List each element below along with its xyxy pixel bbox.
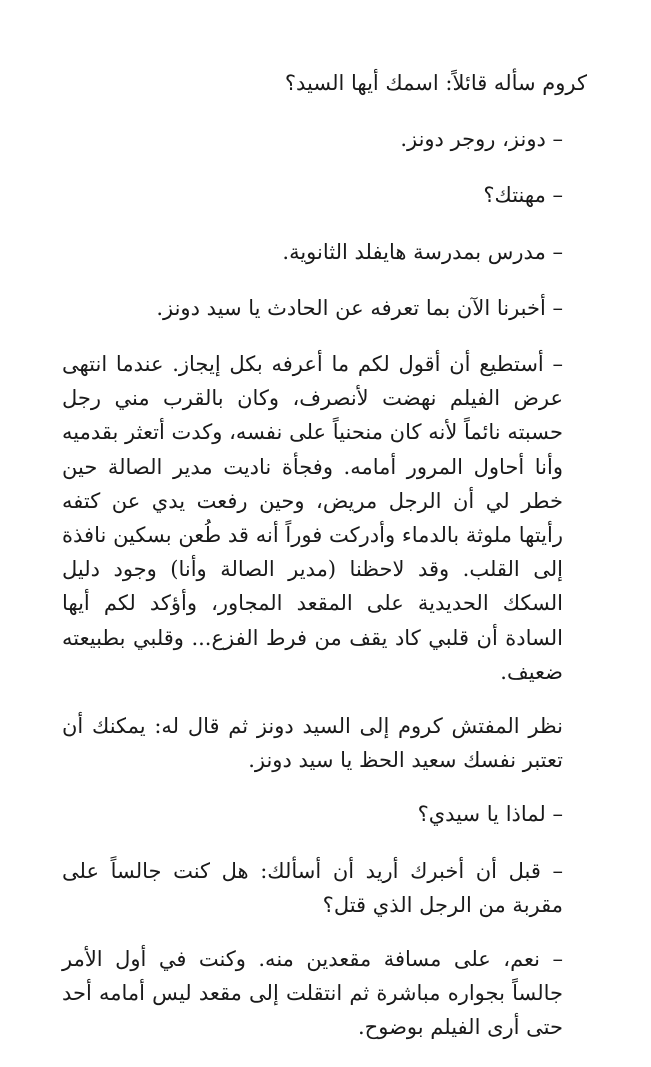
- paragraph: – أخبرنا الآن بما تعرفه عن الحادث يا سيد دونز.: [156, 295, 563, 320]
- paragraph: – لماذا يا سيدي؟: [417, 802, 563, 827]
- book-page: [62, 66, 587, 1067]
- paragraph: كروم سأله قائلاً: اسمك أيها السيد؟: [284, 71, 587, 95]
- paragraph: نظر المفتش كروم إلى السيد دونز ثم قال له: يمكنك أن تعتبر نفسك سعيد الحظ يا سيد دونز.: [62, 714, 563, 773]
- paragraph: – مدرس بمدرسة هايفلد الثانوية.: [282, 239, 563, 264]
- paragraph: – أستطيع أن أقول لكم ما أعرفه بكل إيجاز. عندما انتهى عرض الفيلم نهضت لأنصرف، وكان بالقرب مني رجل حسبته نائماً لأنه كان منحنياً على نفسه، وكدت أتعثر بقدميه وأنا أحاول المرور أمامه. وفجأة ناديت مدير الصالة حين خطر لي أن الرجل مريض، وحين رفعت يدي عن كتفه رأيتها ملوثة بالدماء وأدركت فوراً أنه قد طُعن بسكين نافذة إلى القلب. وقد لاحظنا (مدير الصالة وأنا) وجود دليل السكك الحديدية على المقعد المجاور، وأؤكد لكم أيها السادة أن قلبي كاد يقف من فرط الفزع... وقلبي بطبيعته ضعيف.: [62, 352, 563, 684]
- paragraph: – نعم، على مسافة مقعدين منه. وكنت في أول الأمر جالساً بجواره مباشرة ثم انتقلت إلى مقعد ليس أمامه أحد حتى أرى الفيلم بوضوح.: [62, 947, 563, 1040]
- paragraph: – قبل أن أخبرك أريد أن أسألك: هل كنت جالساً على مقربة من الرجل الذي قتل؟: [62, 858, 563, 917]
- paragraph: – دونز، روجر دونز.: [400, 127, 563, 152]
- paragraph: – مهنتك؟: [483, 183, 563, 208]
